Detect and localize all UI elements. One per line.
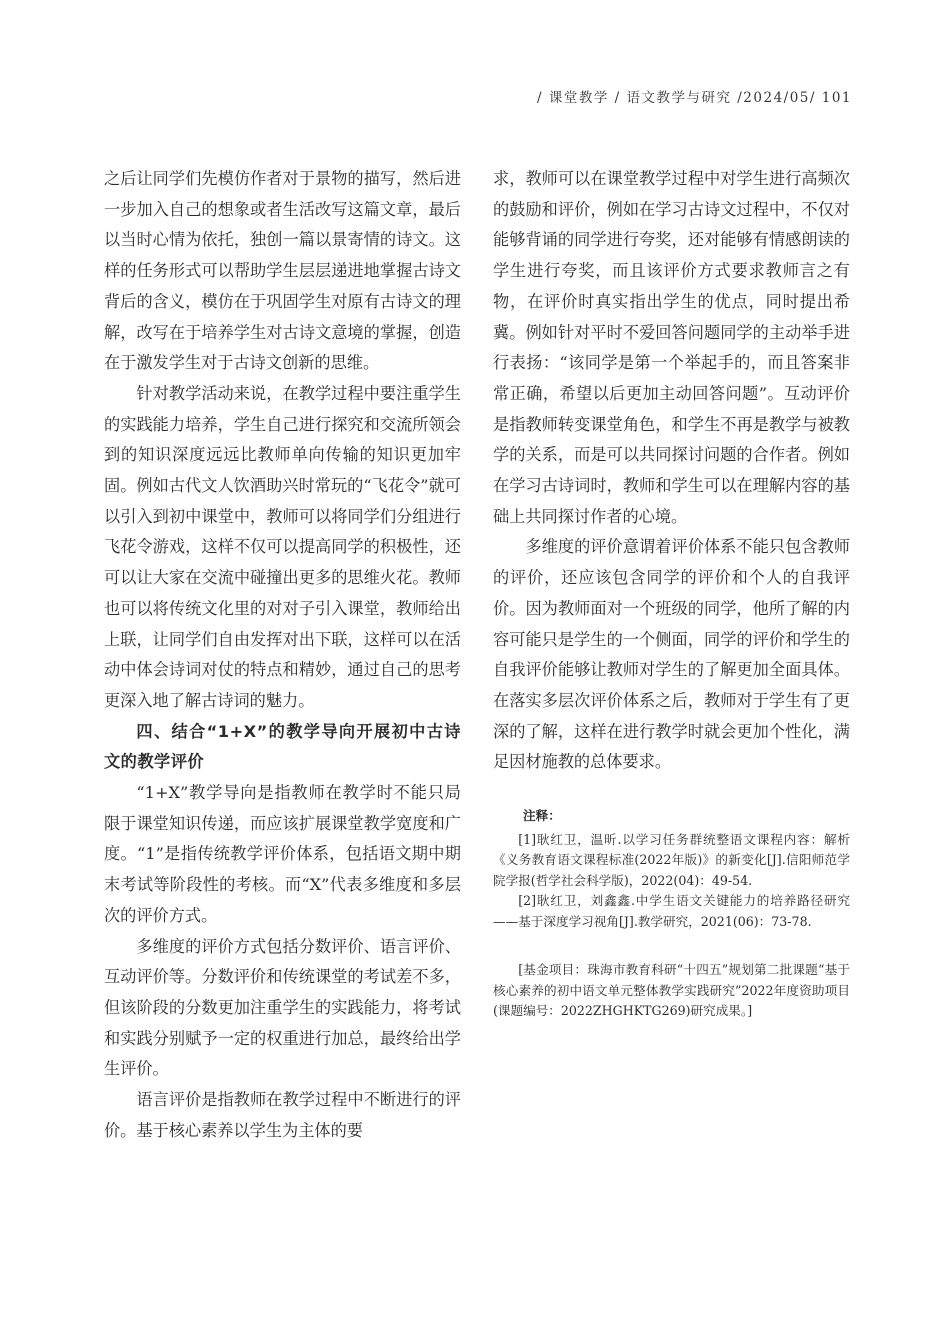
paragraph: 之后让同学们先模仿作者对于景物的描写，然后进一步加入自己的想象或者生活改写这篇文章，最后以当时心情为依托，独创一篇以景寄情的诗文。这样的任务形式可以帮助学生层层递进地掌握古诗文背后的含义，模仿在于巩固学生对原有古诗文的理解，改写在于培养学生对古诗文意境的掌握，创造在于激发学生对于古诗文创新的思维。 [104,169,461,373]
notes-title: 注释： [523,808,561,824]
paragraph: “1+X”教学导向是指教师在教学时不能只局限于课堂知识传递，而应该扩展课堂教学宽度和广度。“1”是指传统教学评价体系，包括语文期中期末考试等阶段性的考核。而“X”代表多维度和多层次的评价方式。 [104,783,461,925]
paragraph: 针对教学活动来说，在教学过程中要注重学生的实践能力培养，学生自己进行探究和交流所领会到的知识深度远远比教师单向传输的知识更加牢固。例如古代文人饮酒助兴时常玩的“飞花令”就可以引入到初中课堂中，教师可以将同学们分组进行飞花令游戏，这样不仅可以提高同学的积极性，还可以让大家在交流中碰撞出更多的思维火花。教师也可以将传统文化里的对对子引入课堂，教师给出上联，让同学们自由发挥对出下联，这样可以在活动中体会诗词对仗的特点和精妙，通过自己的思考更深入地了解古诗词的魅力。 [104,383,461,710]
paragraph: 多维度的评价方式包括分数评价、语言评价、互动评价等。分数评价和传统课堂的考试差不多，但该阶段的分数更加注重学生的实践能力，将考试和实践分别赋予一定的权重进行加总，最终给出学生评价。 [104,936,461,1079]
reference-item: [1]耿红卫，温昕.以学习任务群统整语文课程内容：解析《义务教育语文课程标准(2022年版)》的新变化[J].信阳师范学院学报(哲学社会科学版)，2022(04)：49-54. [493,831,850,888]
left-column [104,164,461,1147]
reference-item: [2]耿红卫，刘鑫鑫.中学生语文关键能力的培养路径研究——基于深度学习视角[J].教学研究，2021(06)：73-78. [493,893,850,929]
funding-text: [基金项目：珠海市教育科研“十四五”规划第二批课题“基于核心素养的初中语文单元整体教学实践研究”2022年度资助项目(课题编号：2022ZHGHKTG269)研究成果。] [493,962,850,1019]
paragraph: 多维度的评价意谓着评价体系不能只包含教师的评价，还应该包含同学的评价和个人的自我评价。因为教师面对一个班级的同学，他所了解的内容可能只是学生的一个侧面，同学的评价和学生的自我评价能够让教师对学生的了解更加全面具体。在落实多层次评价体系之后，教师对于学生有了更深的了解，这样在进行教学时就会更加个性化，满足因材施教的总体要求。 [493,537,850,772]
running-header: / 课堂教学 / 语文教学与研究 /2024/05/ 101 [537,90,852,106]
paragraph: 求，教师可以在课堂教学过程中对学生进行高频次的鼓励和评价，例如在学习古诗文过程中，不仅对能够背诵的同学进行夸奖，还对能够有情感朗读的学生进行夸奖，而且该评价方式要求教师言之有物，在评价时真实指出学生的优点，同时提出希冀。例如针对平时不爱回答问题同学的主动举手进行表扬：“该同学是第一个举起手的，而且答案非常正确，希望以后更加主动回答问题”。互动评价是指教师转变课堂角色，和学生不再是教学与被教学的关系，而是可以共同探讨问题的合作者。例如在学习古诗词时，教师和学生可以在理解内容的基础上共同探讨作者的心境。 [493,169,850,526]
paragraph: 语言评价是指教师在教学过程中不断进行的评价。基于核心素养以学生为主体的要 [104,1090,461,1140]
notes-section [493,806,850,932]
right-column [493,164,850,1022]
section-heading: 四、结合“1+X”的教学导向开展初中古诗文的教学评价 [104,721,461,772]
funding-note [493,960,850,1022]
